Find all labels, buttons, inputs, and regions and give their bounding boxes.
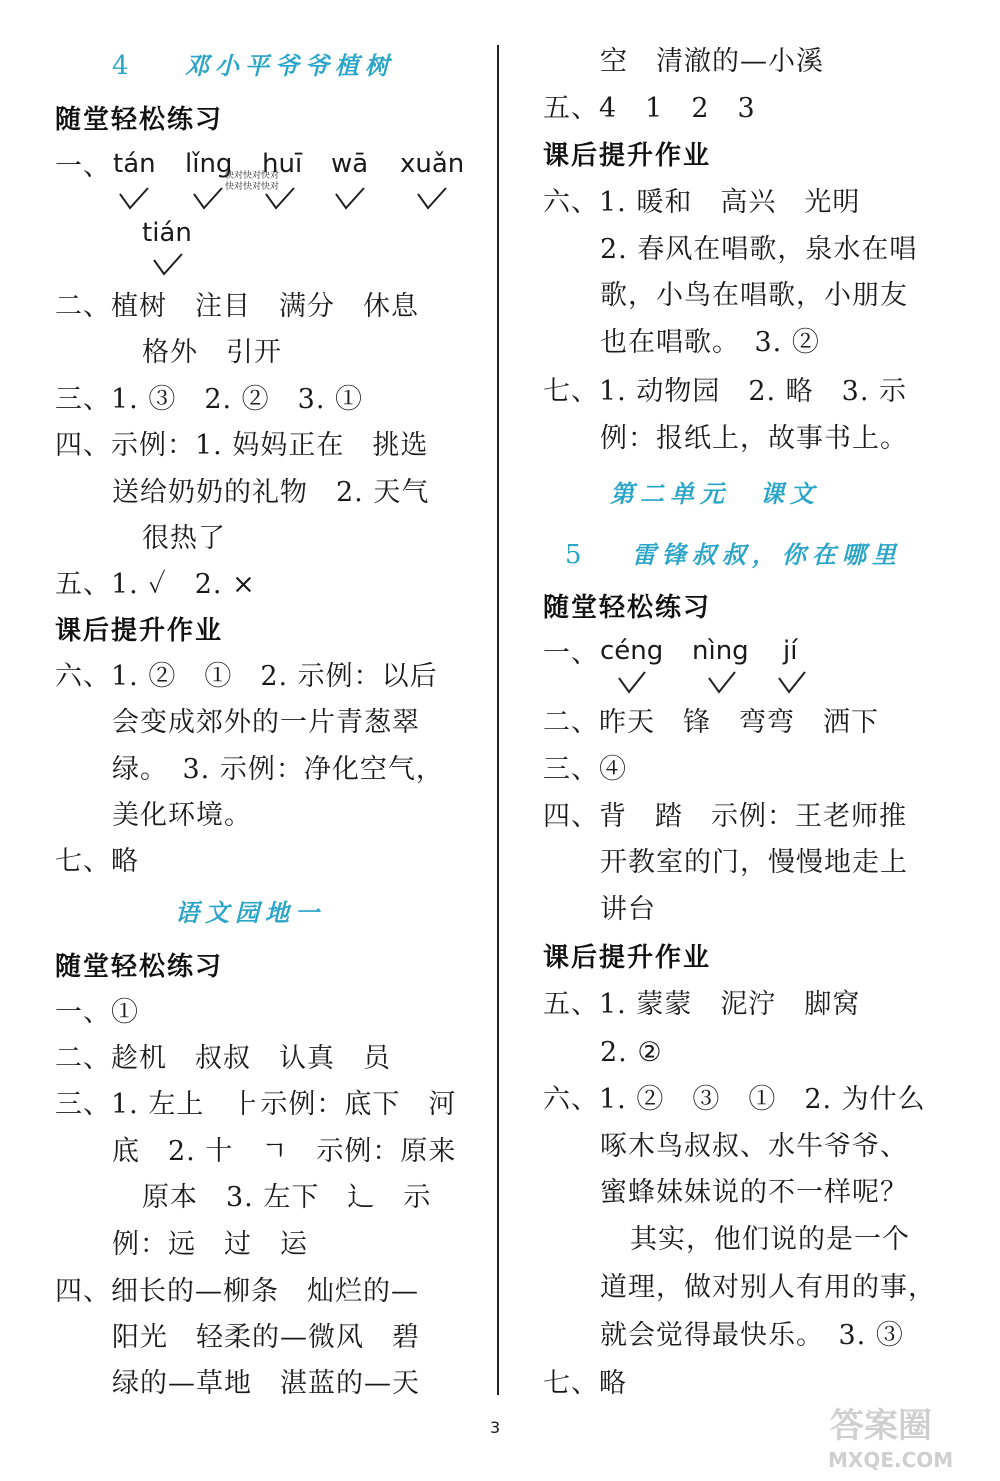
pinyin-1: céng xyxy=(600,636,664,666)
check-mark xyxy=(194,188,222,208)
section-heading: 随堂轻松练习 xyxy=(55,952,224,982)
unit-title: 第二单元 课文 xyxy=(610,480,820,508)
answer-line: 二、植树 注目 满分 休息 xyxy=(55,291,419,322)
l1-prefix: 一、 xyxy=(543,638,599,669)
answer-line: 送给奶奶的礼物 2. 天气 xyxy=(112,477,430,508)
answer-line: 蜜蜂妹妹说的不一样呢？ xyxy=(600,1177,908,1208)
pinyin-6: tián xyxy=(142,218,192,248)
answer-line: 二、趁机 叔叔 认真 员 xyxy=(55,1043,391,1074)
answer-line: 二、昨天 锋 弯弯 洒下 xyxy=(543,707,879,738)
answer-line: 四、细长的—柳条 灿烂的— xyxy=(55,1276,419,1307)
answer-line: 四、背 踏 示例：王老师推 xyxy=(543,801,907,832)
check-mark xyxy=(266,188,294,208)
answer-line: 七、1. 动物园 2. 略 3. 示 xyxy=(543,376,908,407)
answer-line: 美化环境。 xyxy=(112,800,252,831)
pinyin-2: nìng xyxy=(692,636,749,666)
answer-line: 开教室的门，慢慢地走上 xyxy=(600,847,908,878)
check-marks-row1 xyxy=(116,186,466,212)
answer-line: 六、1. ② ① 2. 示例：以后 xyxy=(55,661,438,692)
pinyin-2: lǐng xyxy=(185,149,233,179)
answer-line: 空 清澈的—小溪 xyxy=(600,46,824,77)
answer-line: 2. ② xyxy=(600,1037,663,1068)
lesson-title-text: 雷锋叔叔，你在哪里 xyxy=(631,541,902,569)
check-mark xyxy=(336,188,364,208)
answer-line: 底 2. 十 ㄱ 示例：原来 xyxy=(112,1136,457,1167)
page-number: 3 xyxy=(490,1418,501,1437)
answer-line: 讲台 xyxy=(600,894,656,925)
answer-line: 六、1. ② ③ ① 2. 为什么 xyxy=(543,1084,926,1115)
answer-line: 很热了 xyxy=(142,523,226,554)
check-mark xyxy=(120,188,148,208)
answer-line: 绿的—草地 湛蓝的—天 xyxy=(112,1368,420,1399)
garden-title: 语文园地一 xyxy=(175,899,325,927)
answer-line: 四、示例：1. 妈妈正在 挑选 xyxy=(55,430,429,461)
check-mark xyxy=(619,672,645,692)
answer-line: 绿。 3. 示例：净化空气， xyxy=(112,754,444,785)
watermark-logo xyxy=(820,1395,990,1475)
answer-line: 三、④ xyxy=(543,754,627,785)
lesson-number: 4 xyxy=(112,51,135,81)
answer-line: 例：远 过 运 xyxy=(112,1229,308,1260)
check-marks xyxy=(615,670,835,696)
answer-line: 五、4 1 2 3 xyxy=(543,93,756,124)
pinyin-5: xuǎn xyxy=(400,149,465,179)
answer-line: 一、① xyxy=(55,997,139,1028)
answer-line: 2. 春风在唱歌，泉水在唱 xyxy=(600,234,918,265)
q1-prefix: 一、 xyxy=(55,151,111,182)
answer-line: 五、1. ✓ 2. × xyxy=(55,569,256,600)
section-heading: 随堂轻松练习 xyxy=(55,105,224,135)
section-heading: 随堂轻松练习 xyxy=(543,593,712,623)
section-heading: 课后提升作业 xyxy=(543,141,712,171)
handwritten-note: 快对快对快对 快对快对快对 xyxy=(225,171,280,192)
answer-line: 五、1. 蒙蒙 泥泞 脚窝 xyxy=(543,989,861,1020)
pinyin-4: wā xyxy=(331,149,369,179)
check-mark xyxy=(779,672,805,692)
answer-line: 啄木鸟叔叔、水牛爷爷、 xyxy=(600,1131,908,1162)
section-heading: 课后提升作业 xyxy=(543,943,712,973)
answer-line: 七、略 xyxy=(543,1368,627,1399)
answer-line: 三、1. ③ 2. ② 3. ① xyxy=(55,384,364,415)
pinyin-3: huī xyxy=(262,149,303,179)
column-divider xyxy=(497,45,499,1395)
check-mark xyxy=(709,672,735,692)
answer-line: 道理，做对别人有用的事， xyxy=(600,1272,936,1303)
answer-line: 就会觉得最快乐。 3. ③ xyxy=(600,1320,904,1351)
pinyin-3: jí xyxy=(783,636,798,666)
lesson-number: 5 xyxy=(565,540,588,570)
answer-line: 七、略 xyxy=(55,846,139,877)
answer-line: 会变成郊外的一片青葱翠 xyxy=(112,707,420,738)
answer-line: 其实，他们说的是一个 xyxy=(630,1224,910,1255)
watermark-top: 答案圈 xyxy=(830,1406,932,1446)
lesson-title-text: 邓小平爷爷植树 xyxy=(184,52,395,80)
check-mark xyxy=(154,254,182,274)
answer-line: 三、1. 左上 ⺊示例：底下 河 xyxy=(55,1089,457,1120)
watermark-bottom: MXQE.COM xyxy=(828,1448,954,1472)
lesson-title xyxy=(112,46,395,86)
answer-line: 歌，小鸟在唱歌，小朋友 xyxy=(600,280,908,311)
check-mark-row2 xyxy=(150,252,190,278)
answer-line: 原本 3. 左下 辶 示 xyxy=(142,1182,432,1213)
pinyin-1: tán xyxy=(113,149,156,179)
lesson-title xyxy=(565,535,902,575)
section-heading: 课后提升作业 xyxy=(55,616,224,646)
answer-line: 例：报纸上，故事书上。 xyxy=(600,423,908,454)
answer-line: 六、1. 暖和 高兴 光明 xyxy=(543,187,861,218)
answer-line: 也在唱歌。 3. ② xyxy=(600,327,820,358)
answer-line: 格外 引开 xyxy=(142,337,282,368)
answer-line: 阳光 轻柔的—微风 碧 xyxy=(112,1322,420,1353)
check-mark xyxy=(418,188,446,208)
